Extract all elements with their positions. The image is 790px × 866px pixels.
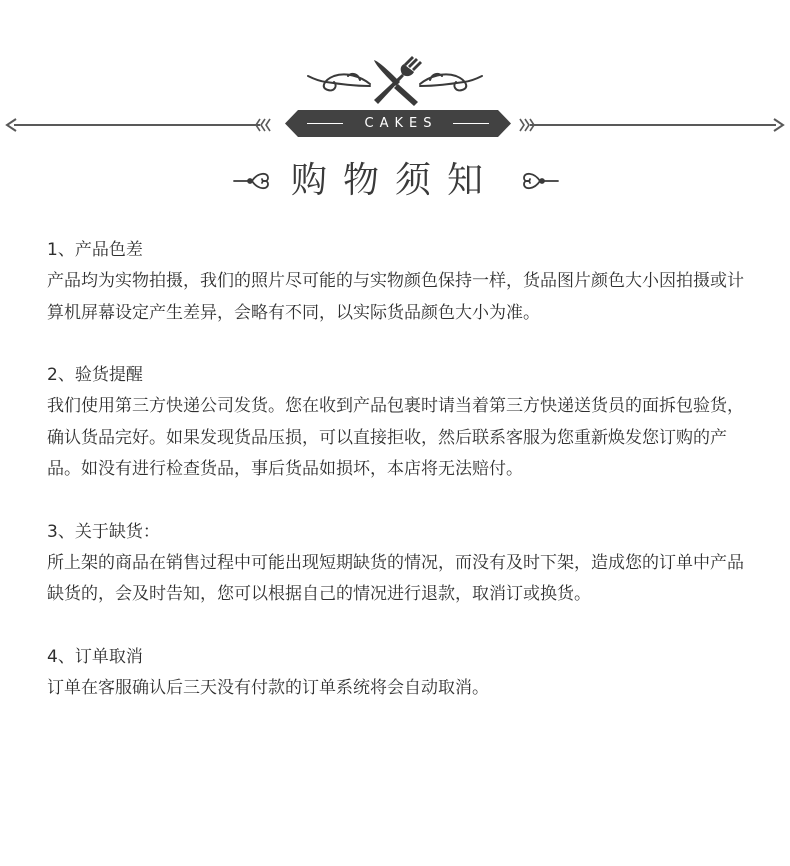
section-body: 产品均为实物拍摄，我们的照片尽可能的与实物颜色保持一样，货品图片颜色大小因拍摄或计算机屏幕设定产生差异，会略有不同，以实际货品颜色大小为准。 <box>47 271 744 323</box>
section-body: 订单在客服确认后三天没有付款的订单系统将会自动取消。 <box>47 677 489 698</box>
cakes-banner <box>285 110 511 137</box>
section-heading: 3、关于缺货： <box>47 521 160 542</box>
banner-label: CAKES <box>364 116 438 131</box>
section-body: 所上架的商品在销售过程中可能出现短期缺货的情况，而没有及时下架，造成您的订单中产品缺货的，会及时告知，您可以根据自己的情况进行退款，取消订或换货。 <box>47 552 744 604</box>
crossed-knife-fork-icon <box>300 52 490 108</box>
chevron-right-icon <box>518 117 536 133</box>
left-rule <box>14 124 260 126</box>
notice-section <box>47 516 747 611</box>
page-title: 购物须知 <box>290 160 499 201</box>
arrow-left-icon <box>4 117 20 133</box>
right-rule <box>530 124 776 126</box>
section-heading: 4、订单取消 <box>47 646 143 667</box>
header-ornament <box>0 0 790 230</box>
section-heading: 1、产品色差 <box>47 240 143 260</box>
notice-section <box>47 234 747 329</box>
section-body: 我们使用第三方快递公司发货。您在收到产品包裹时请当着第三方快递送货员的面拆包验货，确认货品完好。如果发现货品压损，可以直接拒收，然后联系客服为您重新焕发您订购的产品。如没有进行检查货品，事后货品如损坏，本店将无法赔付。 <box>47 396 744 479</box>
section-heading: 2、验货提醒 <box>47 365 143 385</box>
notice-section <box>47 641 747 705</box>
notice-section <box>47 359 747 486</box>
notice-content <box>47 234 747 704</box>
arrow-right-icon <box>770 117 786 133</box>
chevron-left-icon <box>254 117 272 133</box>
